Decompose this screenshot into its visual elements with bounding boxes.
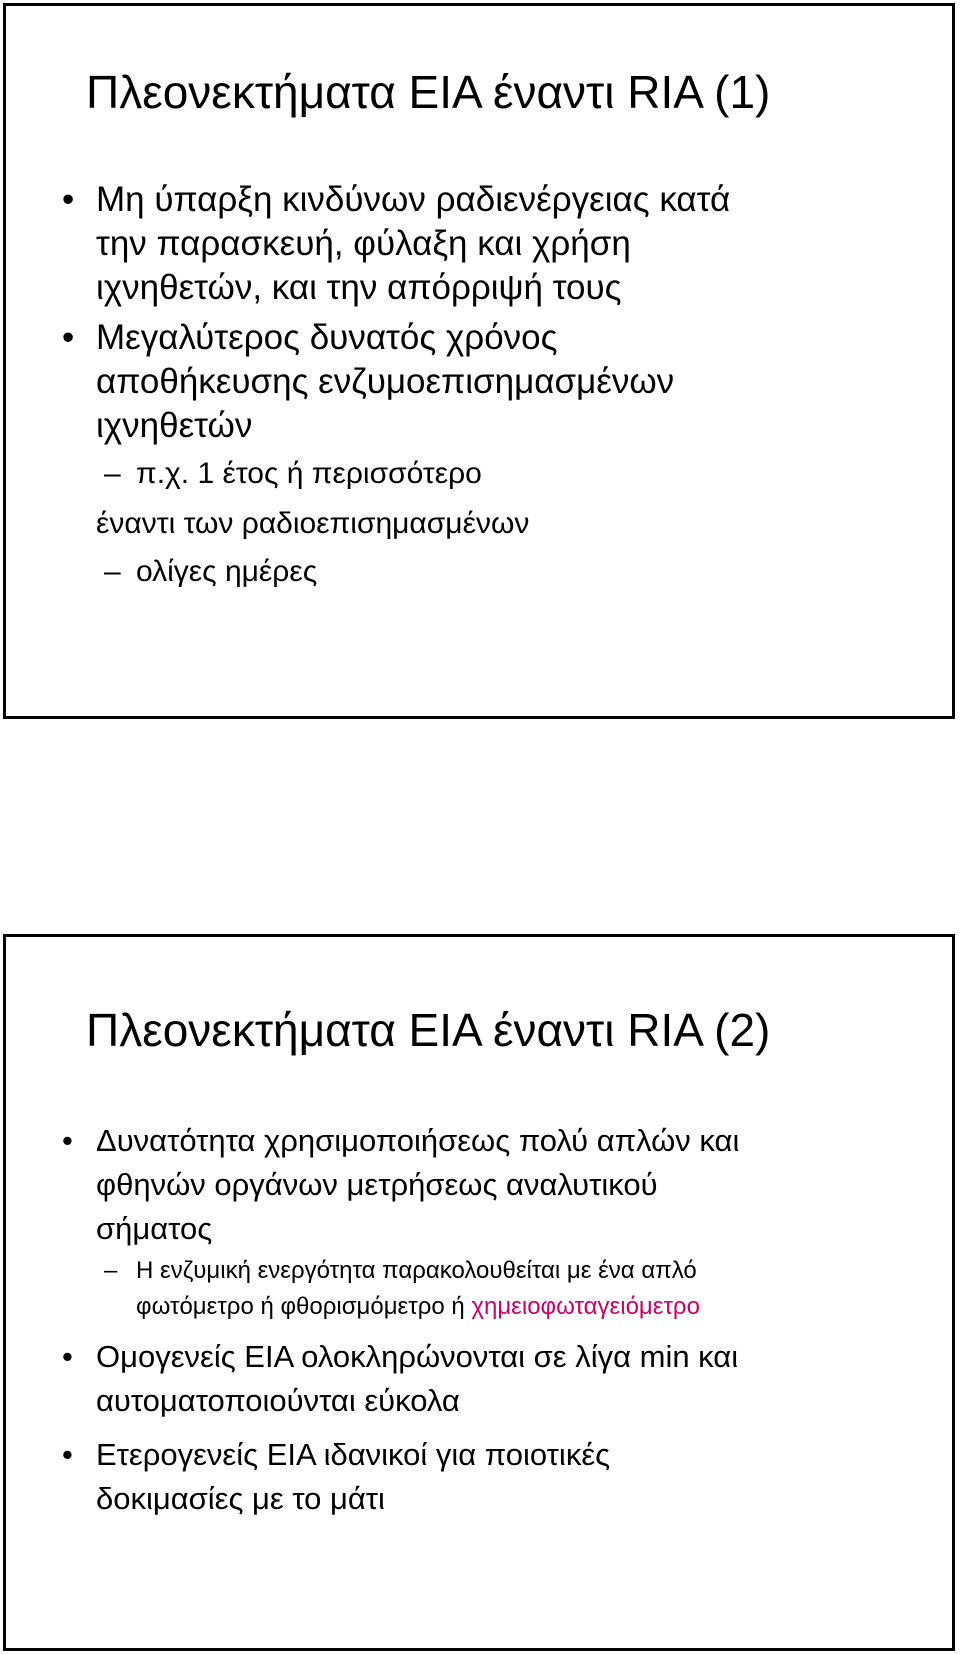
highlighted-term: χημειοφωταγειόμετρο [471,1293,700,1320]
sub-bullet-text: ολίγες ημέρες [136,555,318,588]
slide-1 [3,3,955,719]
bullet-line: Δυνατότητα χρησιμοποιήσεως πολύ απλών και [96,1123,740,1158]
sub-bullet-text: φωτόμετρο ή φθορισμόμετρο ή [136,1293,472,1320]
bullet-line: Μεγαλύτερος δυνατός χρόνος [96,318,558,357]
bullet-dot-icon: • [62,1437,73,1472]
slide-1-body [60,178,932,594]
bullet-line: φθηνών οργάνων μετρήσεως αναλυτικού [96,1167,658,1202]
slide-2-bullet-3 [60,1433,932,1521]
slide-2-title: Πλεονεκτήματα EIA έναντι RIA (2) [86,1004,771,1056]
sub-bullet-text: π.χ. 1 έτος ή περισσότερο [136,457,482,490]
bullet-line: δοκιμασίες με το μάτι [96,1481,385,1516]
slide-2-bullet-1 [60,1119,932,1251]
sub-bullet-line [136,1289,932,1325]
slide-2-sub-bullet [60,1253,932,1325]
bullet-line: ιχνηθετών, και την απόρριψή τους [96,268,622,307]
bullet-dot-icon: • [62,1123,73,1158]
slide-2-bullet-2 [60,1335,932,1423]
dash-icon: – [104,457,121,490]
slide-1-title: Πλεονεκτήματα EIA έναντι RIA (1) [86,66,771,118]
slide-1-bullet-1 [60,178,932,310]
slide-1-plain-line: έναντι των ραδιοεπισημασμένων [96,507,530,540]
bullet-line: την παρασκευή, φύλαξη και χρήση [96,224,631,263]
bullet-line: ιχνηθετών [96,406,253,445]
bullet-line: αποθήκευσης ενζυμοεπισημασμένων [96,362,675,401]
bullet-line: Μη ύπαρξη κινδύνων ραδιενέργειας κατά [96,180,731,219]
slide-2-body [60,1119,932,1521]
slide-1-bullet-2 [60,316,932,448]
slide-1-sub-bullet-2 [60,550,932,594]
bullet-line: Ομογενείς EIA ολοκληρώνονται σε λίγα min και [96,1339,739,1374]
dash-icon: – [104,555,121,588]
bullet-line: αυτοματοποιούνται εύκολα [96,1383,460,1418]
sub-bullet-line: Η ενζυμική ενεργότητα παρακολουθείται με ένα απλό [136,1257,697,1284]
slide-1-sub-bullet-1 [60,452,932,496]
dash-icon: – [104,1257,118,1284]
bullet-dot-icon: • [62,180,75,219]
bullet-dot-icon: • [62,1339,73,1374]
bullet-line: Ετερογενείς EIA ιδανικοί για ποιοτικές [96,1437,611,1472]
bullet-line: σήματος [96,1211,213,1246]
slide-2 [3,934,955,1651]
bullet-dot-icon: • [62,318,75,357]
